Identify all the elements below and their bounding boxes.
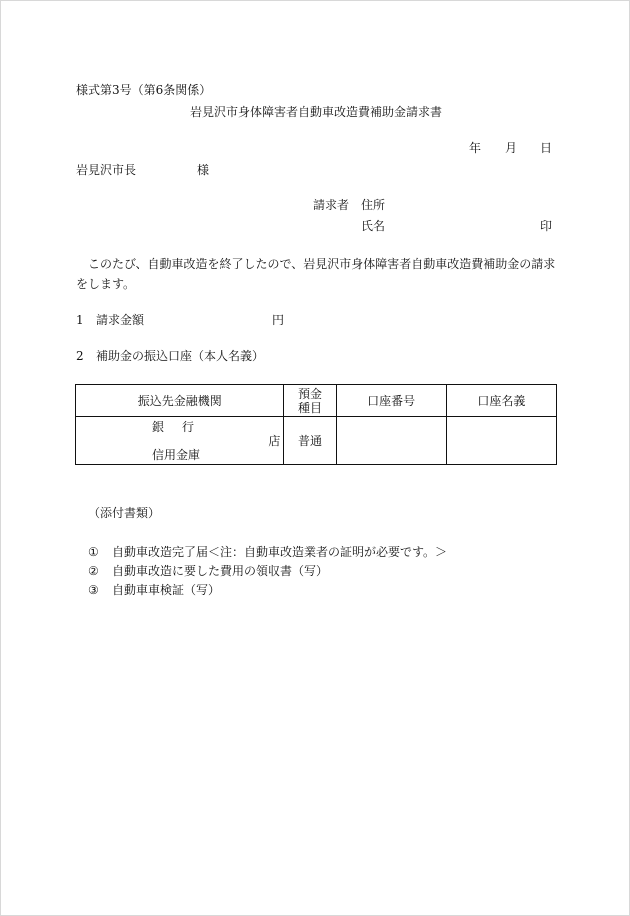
attachments-heading: （添付書類） <box>88 506 161 520</box>
header-deposit-type-line1: 預金 <box>297 386 322 401</box>
item-1-number: 1 <box>76 313 84 327</box>
item-2-number: 2 <box>76 349 84 363</box>
document-title: 岩見沢市身体障害者自動車改造費補助金請求書 <box>190 105 443 119</box>
name-label: 氏名 <box>361 219 386 233</box>
attachment-number: ① <box>88 545 99 559</box>
bank-account-table <box>75 384 557 465</box>
header-deposit-type-line2: 種目 <box>297 400 322 415</box>
institution-cell[interactable] <box>76 417 284 465</box>
header-institution: 振込先金融機関 <box>76 385 284 417</box>
attachment-number: ③ <box>88 583 99 597</box>
deposit-type-cell[interactable]: 普通 <box>284 417 336 465</box>
attachment-number: ② <box>88 564 99 578</box>
header-account-number: 口座番号 <box>336 385 446 417</box>
item-1-label: 請求金額 <box>96 313 145 327</box>
request-statement: このたび、自動車改造を終了したので、岩見沢市身体障害者自動車改造費補助金の請求をします。 <box>76 257 556 291</box>
item-1-unit: 円 <box>272 313 285 327</box>
date-day-label: 日 <box>540 141 553 155</box>
bank-suffix: 銀行 <box>152 420 213 435</box>
attachment-item: 自動車改造に要した費用の領収書（写） <box>112 564 329 578</box>
item-2-label: 補助金の振込口座（本人名義） <box>96 349 265 363</box>
attachment-item: 自動車改造完了届＜注：自動車改造業者の証明が必要です。＞ <box>112 545 448 559</box>
account-name-cell[interactable] <box>446 417 556 465</box>
date-year-label: 年 <box>469 141 482 155</box>
table-header-row <box>76 385 557 417</box>
header-deposit-type <box>284 385 336 417</box>
addressee-name: 岩見沢市長 <box>76 163 137 177</box>
addressee-honorific: 様 <box>197 163 210 177</box>
header-account-name: 口座名義 <box>446 385 556 417</box>
seal-mark: 印 <box>540 219 553 233</box>
credit-union-suffix: 信用金庫 <box>152 448 201 463</box>
date-month-label: 月 <box>505 141 518 155</box>
form-number: 様式第3号（第6条関係） <box>76 83 212 97</box>
table-row <box>76 417 557 465</box>
account-number-cell[interactable] <box>336 417 446 465</box>
address-label: 住所 <box>361 198 386 212</box>
attachment-item: 自動車車検証（写） <box>112 583 221 597</box>
requester-label: 請求者 <box>313 198 350 212</box>
branch-suffix: 店 <box>268 434 281 449</box>
